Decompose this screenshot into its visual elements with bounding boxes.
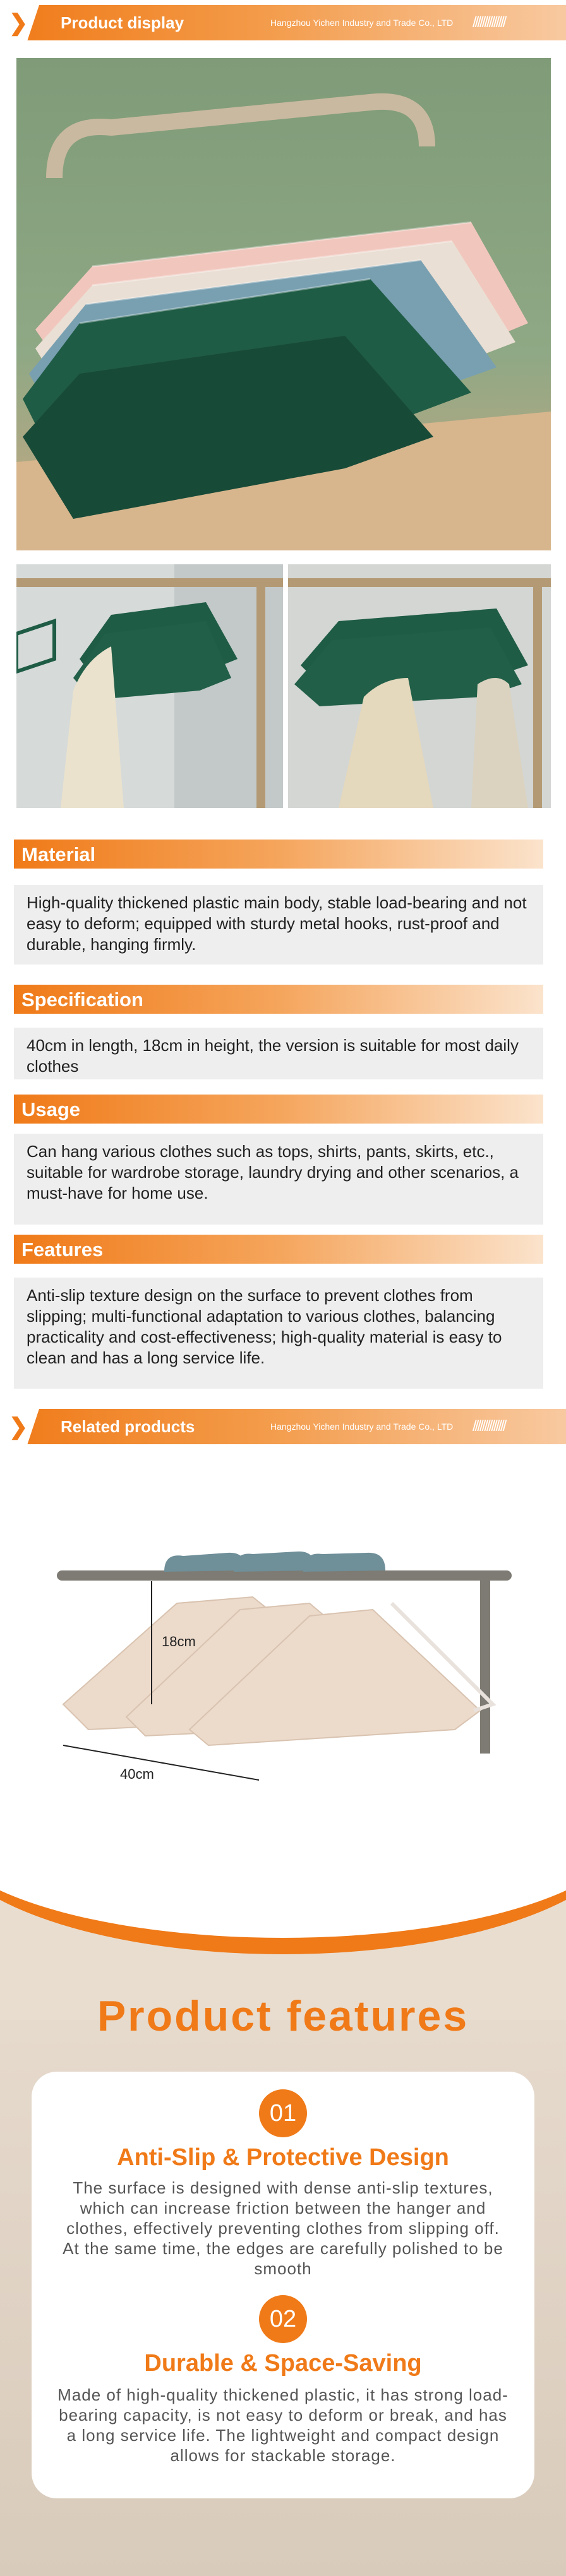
hanger-on-rack-image-right (288, 564, 551, 808)
related-product-image (38, 1496, 524, 1824)
chevron-right-icon: ❯ (9, 9, 28, 35)
section-heading-specification: Specification (14, 985, 543, 1014)
feature-title: Durable & Space-Saving (144, 2350, 422, 2377)
section-body-specification: 40cm in length, 18cm in height, the version is suitable for most daily clothes (14, 1028, 543, 1079)
section-body-material: High-quality thickened plastic main body, stable load-bearing and not easy to deform; equipped with sturdy metal hooks, rust-proof and durable, hanging firmly. (14, 885, 543, 965)
feature-title: Anti-Slip & Protective Design (117, 2144, 449, 2171)
feature-number-badge: 01 (259, 2089, 307, 2137)
company-name: Hangzhou Yichen Industry and Trade Co., LTD (270, 18, 454, 28)
hero-product-image (16, 58, 551, 550)
feature-number-badge: 02 (259, 2295, 307, 2343)
banner-title: Related products (61, 1417, 195, 1436)
chevron-right-icon: ❯ (9, 1413, 28, 1439)
height-dimension-label: 18cm (162, 1634, 196, 1649)
section-heading-features: Features (14, 1235, 543, 1264)
section-heading-usage: Usage (14, 1095, 543, 1124)
product-features-title: Product features (97, 1992, 469, 2040)
hanger-on-rack-image-left (16, 564, 283, 808)
section-body-usage: Can hang various clothes such as tops, shirts, pants, skirts, etc., suitable for wardrobe storage, laundry drying and other scenarios, a must-have for home use. (14, 1134, 543, 1225)
related-products-banner (0, 1409, 566, 1444)
feature-description: Made of high-quality thickened plastic, it has strong load-bearing capacity, is not easy to deform or break, and has a long service life. The lightweight and compact design allows for stackable storage. (57, 2385, 509, 2465)
feature-description: The surface is designed with dense anti-slip textures, which can increase friction between the hanger and clothes, effectively preventing clothes from slipping off. At the same time, the edges are carefully polished to be smooth (63, 2178, 503, 2278)
banner-decoration: ////////////// (473, 1418, 505, 1435)
section-body-features: Anti-slip texture design on the surface to prevent clothes from slipping; multi-functional adaptation to various clothes, balancing practicality and cost-effectiveness; high-quality material is easy to clean and has a long service life. (14, 1278, 543, 1389)
section-heading-material: Material (14, 840, 543, 869)
banner-decoration: ////////////// (473, 14, 505, 31)
company-name: Hangzhou Yichen Industry and Trade Co., LTD (270, 1422, 454, 1432)
features-card (32, 2072, 534, 2498)
product-display-banner (0, 5, 566, 40)
length-dimension-label: 40cm (120, 1766, 154, 1782)
banner-title: Product display (61, 13, 184, 32)
